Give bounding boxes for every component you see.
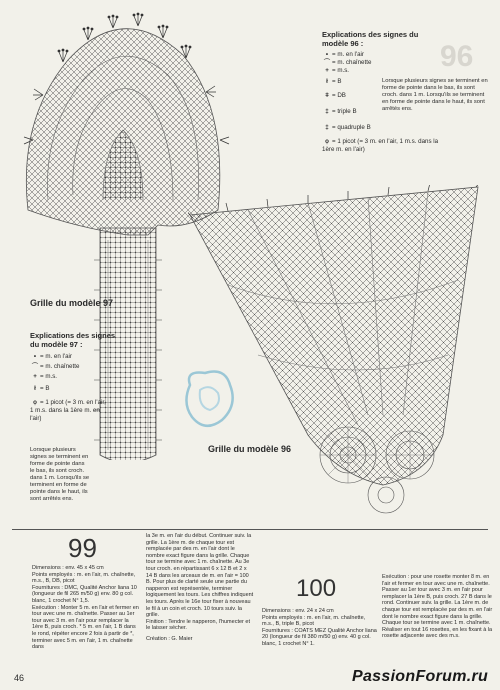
legend-96-note: Lorsque plusieurs signes se terminent en forme de pointe dans le bas, ils sont croch. dans 1 m. Lorsqu'ils se terminent en forme de pointe dans le haut, ils sont arrêtés ens.	[382, 78, 488, 112]
legend-97-item: ł = B	[30, 385, 125, 393]
legend-96-title: Explications des signes du modèle 96 :	[322, 30, 419, 48]
ghost-page-mark: 96	[440, 40, 474, 73]
legend-97	[30, 331, 125, 423]
model-100-execution: Exécution : pour une rosette monter 8 m. en l'air et fermer en tour avec une m. chaînette. Passer au 1er tour avec 3 m. en l'air pour remplacer la 1ère B, puis croch. 27 B dans le rond. Continuer suiv. la grille. La 1ère m. de chaque tour est remplacée par des m. en l'air dont le nombre exact figure dans la grille. Chaque tour se termine avec 1 m. chaînette. Réaliser en tout 16 rosettes, en les fixant à la rosette adjacente avec des m.s.	[382, 574, 493, 640]
model-100-text	[262, 608, 378, 648]
model-99-points: Points employés : m. en l'air, m. chaînette, m.s., B, DB, picot	[32, 571, 136, 585]
legend-97-item: ⌒ = m. chaînette	[31, 363, 80, 370]
legend-96-item: ⌒ = m. chaînette	[323, 59, 372, 66]
model-100-fournitures: Fournitures : COATS MEZ Qualité Anchor liana 20 (longueur de fil 380 m/50 g) env. 40 g col. blanc, 1 crochet N° 1.	[262, 627, 377, 647]
double-crochet-icon: ł	[326, 78, 328, 85]
legend-97-note: Lorsque plusieurs signes se terminent en forme de pointe dans le bas, ils sont croch. dans 1 m. Lorsqu'ils se terminent en forme de pointe dans le haut, ils sont arrêtés ens.	[30, 447, 90, 502]
model-99-finition: Finition : Tendre le napperon, l'humecter et le laisser sécher.	[146, 618, 250, 632]
legend-96-item: ǂ = DB	[322, 92, 500, 100]
legend-96-item: • = m. en l'air	[322, 51, 500, 59]
legend-96-item: ł = B	[322, 78, 500, 86]
slip-stitch-icon: ⌒	[323, 59, 331, 66]
model-100-number: 100	[296, 575, 337, 602]
legend-96-item: ọ = 1 picot (= 3 m. en l'air, 1 m.s. dans la 1ère m. en l'air)	[322, 138, 439, 153]
legend-97-title: Explications des signes du modèle 97 :	[30, 331, 116, 349]
legend-97-item: + = m.s.	[30, 373, 125, 381]
legend-96-item: ‡ = triple B	[322, 108, 500, 116]
quadruple-treble-icon: ‡	[325, 124, 329, 131]
chain-stitch-icon: •	[325, 51, 329, 58]
double-crochet-icon: ł	[34, 385, 36, 392]
legend-96-item: ‡ = quadruple B	[322, 124, 500, 132]
single-crochet-icon: +	[325, 67, 329, 74]
triple-treble-icon: ‡	[325, 108, 329, 115]
model-99-number: 99	[68, 533, 97, 563]
legend-96-item: + = m.s.	[322, 67, 500, 75]
crochet-chart-96	[188, 185, 493, 515]
model-99-execution: Exécution : Monter 5 m. en l'air et fermer en tour avec une m. chaînette. Passer au 1er tour avec 3 m. en l'air pour remplacer la 1ère B, puis croch. * 5 m. en l'air, 1 B dans le rond, répéter encore 2 fois à partir de *, terminer avec 5 m. en l'air, 1 m. chaînette dans	[32, 604, 139, 651]
model-99-continuation: la 3e m. en l'air du début. Continuer suiv. la grille. La 1ère m. de chaque tour est remplacée par des m. en l'air dont le nombre exact figure dans la grille. Chaque tour se termine avec 1 m. chaînette. Au 3e tour croch. en répartissant 6 x 12 B et 2 x 14 B dans les arceaux de m. en l'air = 100 B. Pour plus de clarté seule une partie du napperon est représentée, terminer logiquement les tours. Les chiffres indiquent les tours. Après le 16e tour fixer à nouveau le fil à un coin et croch. 10 tours suiv. la grille.	[146, 533, 254, 619]
legend-97-item: • = m. en l'air	[30, 353, 125, 361]
picot-icon: ọ	[33, 399, 37, 406]
model-99-dimensions: Dimensions : env. 45 x 45 cm	[32, 565, 104, 571]
model-99-text-col2	[146, 533, 254, 643]
single-crochet-icon: +	[33, 373, 37, 380]
treble-crochet-icon: ǂ	[325, 92, 329, 99]
model-99-text	[32, 565, 140, 651]
page-number: 46	[14, 673, 25, 683]
model-99-creation: Création : G. Maier	[146, 635, 193, 642]
slip-stitch-icon: ⌒	[31, 363, 39, 370]
model-100-points: Points employés : m. en l'air, m. chaînette, m.s., B, triple B, picot	[262, 614, 366, 628]
grid-96-caption: Grille du modèle 96	[208, 444, 292, 454]
legend-97-item: ọ = 1 picot (= 3 m. en l'air, 1 m.s. dans la 1ère m. en l'air)	[30, 399, 106, 422]
picot-icon: ọ	[325, 138, 329, 145]
section-divider	[12, 529, 488, 530]
chain-stitch-icon: •	[33, 353, 37, 360]
watermark: PassionForum.ru	[352, 668, 489, 685]
model-99-fournitures: Fournitures : DMC, Qualité Anchor liana 10 (longueur de fil 265 m/50 g) env. 80 g col. blanc, 1 crochet N° 1,5.	[32, 584, 137, 604]
model-100-dimensions: Dimensions : env. 24 x 24 cm	[262, 608, 334, 614]
grid-97-caption: Grille du modèle 97	[30, 298, 114, 308]
